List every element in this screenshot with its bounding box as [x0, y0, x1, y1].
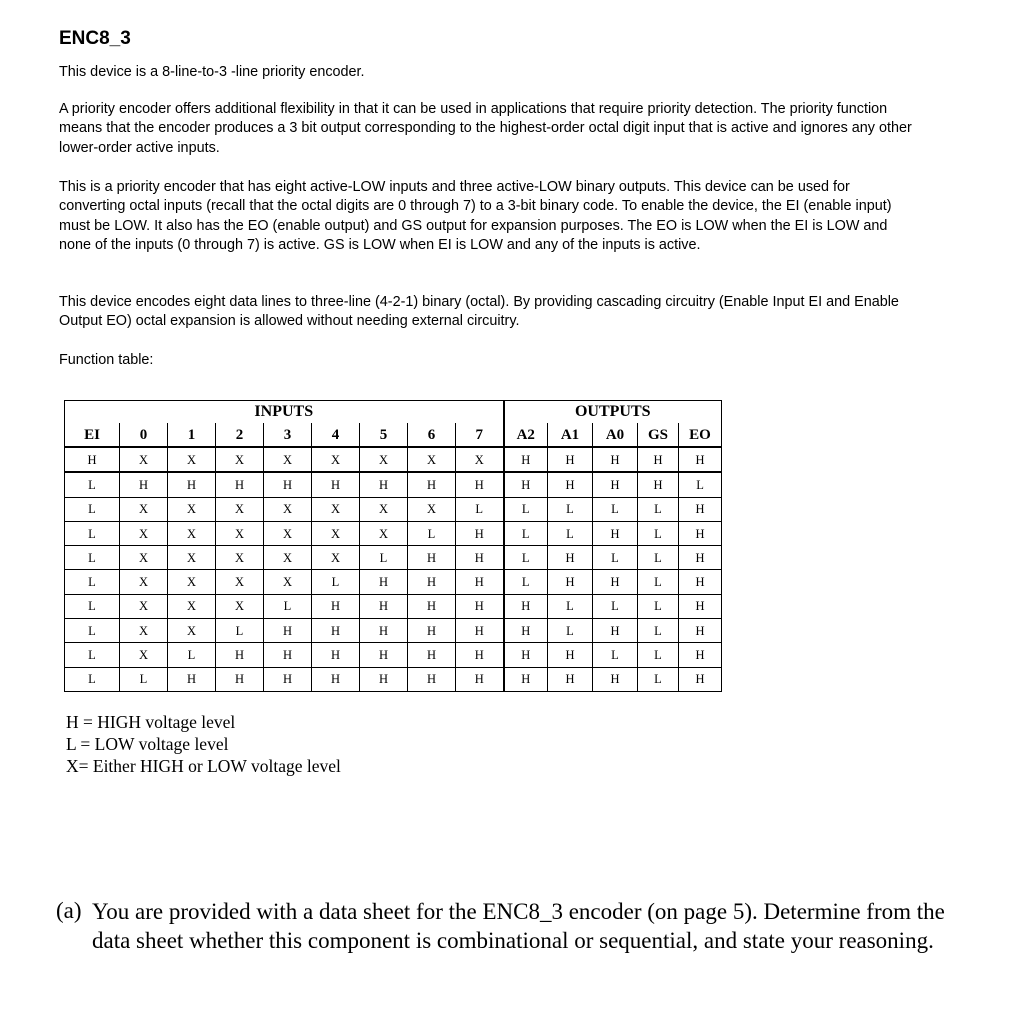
function-table-body [65, 447, 722, 691]
table-cell: H [593, 521, 638, 545]
table-cell: X [216, 546, 264, 570]
table-cell: L [65, 643, 120, 667]
outputs-group-header: OUTPUTS [504, 401, 722, 424]
table-cell: H [679, 667, 722, 691]
table-cell: X [312, 546, 360, 570]
table-cell: X [264, 570, 312, 594]
table-cell: X [408, 497, 456, 521]
column-header: 5 [360, 423, 408, 447]
table-cell: X [264, 546, 312, 570]
table-cell: H [679, 594, 722, 618]
table-cell: H [504, 619, 548, 643]
table-cell: L [65, 521, 120, 545]
table-cell: L [638, 667, 679, 691]
table-row [65, 521, 722, 545]
table-cell: X [120, 570, 168, 594]
intro-paragraph: This device is a 8-line-to-3 -line priority encoder. [59, 64, 365, 80]
table-cell: H [408, 643, 456, 667]
table-cell: H [216, 667, 264, 691]
table-row [65, 447, 722, 472]
table-cell: H [456, 521, 504, 545]
table-cell: H [216, 643, 264, 667]
table-cell: X [120, 643, 168, 667]
table-cell: L [120, 667, 168, 691]
table-cell: H [548, 472, 593, 497]
table-cell: X [312, 497, 360, 521]
table-cell: H [679, 497, 722, 521]
table-row [65, 497, 722, 521]
table-cell: H [408, 619, 456, 643]
table-cell: X [360, 497, 408, 521]
table-cell: H [360, 594, 408, 618]
question-label: (a) [56, 898, 82, 923]
table-cell: L [593, 497, 638, 521]
table-cell: H [679, 546, 722, 570]
legend-low: L = LOW voltage level [66, 734, 229, 754]
table-cell: L [408, 521, 456, 545]
table-cell: H [408, 570, 456, 594]
table-row [65, 667, 722, 691]
table-cell: L [216, 619, 264, 643]
table-cell: H [360, 570, 408, 594]
table-cell: X [168, 521, 216, 545]
column-header: 2 [216, 423, 264, 447]
column-header: 3 [264, 423, 312, 447]
description-paragraph: This is a priority encoder that has eight active-LOW inputs and three active-LOW binary outputs. This device can be used for converting octal inputs (recall that the octal digits are 0 through 7) to a 3-bit binary code. To enable the device, the EI (enable input) must be LOW. It also has the EO (enable output) and GS output for expansion purposes. The EO is LOW when the EI is LOW and none of the inputs (0 through 7) is active. GS is LOW when EI is LOW and any of the inputs is active. [59, 179, 892, 254]
column-header: EO [679, 423, 722, 447]
column-header: GS [638, 423, 679, 447]
function-table [64, 400, 722, 692]
table-cell: H [548, 667, 593, 691]
table-cell: X [168, 546, 216, 570]
priority-paragraph: A priority encoder offers additional flexibility in that it can be used in applications that require priority detection. The priority function means that the encoder produces a 3 bit output corresponding to the highest-order octal digit input that is active and ignores any other lower-order active inputs. [59, 101, 912, 156]
table-cell: H [360, 643, 408, 667]
inputs-group-header: INPUTS [65, 401, 504, 424]
table-cell: X [120, 546, 168, 570]
table-cell: L [679, 472, 722, 497]
table-cell: H [408, 594, 456, 618]
question-text: You are provided with a data sheet for the ENC8_3 encoder (on page 5). Determine from the data sheet whether this component is combinational or sequential, and state your reasoning. [92, 899, 945, 953]
legend-either: X= Either HIGH or LOW voltage level [66, 756, 341, 776]
table-cell: L [168, 643, 216, 667]
table-cell: H [120, 472, 168, 497]
table-cell: X [408, 447, 456, 472]
table-cell: H [548, 570, 593, 594]
table-cell: H [360, 472, 408, 497]
table-cell: X [168, 570, 216, 594]
table-cell: H [593, 667, 638, 691]
table-cell: H [593, 472, 638, 497]
table-cell: H [264, 643, 312, 667]
table-cell: H [360, 619, 408, 643]
table-cell: H [504, 667, 548, 691]
table-cell: H [456, 472, 504, 497]
table-cell: X [120, 447, 168, 472]
table-cell: H [360, 667, 408, 691]
table-cell: X [360, 521, 408, 545]
table-row [65, 472, 722, 497]
table-cell: H [504, 472, 548, 497]
table-cell: L [65, 546, 120, 570]
table-cell: X [168, 594, 216, 618]
table-cell: L [65, 570, 120, 594]
column-header: A1 [548, 423, 593, 447]
table-cell: H [65, 447, 120, 472]
table-cell: L [65, 594, 120, 618]
table-cell: L [638, 546, 679, 570]
table-cell: H [679, 643, 722, 667]
table-cell: L [65, 497, 120, 521]
table-cell: H [638, 472, 679, 497]
table-cell: H [548, 447, 593, 472]
table-cell: L [312, 570, 360, 594]
table-cell: H [408, 667, 456, 691]
table-cell: L [504, 497, 548, 521]
table-cell: L [548, 521, 593, 545]
table-cell: H [593, 570, 638, 594]
table-cell: H [264, 619, 312, 643]
column-header: 1 [168, 423, 216, 447]
table-cell: X [120, 521, 168, 545]
table-cell: X [264, 521, 312, 545]
table-cell: H [504, 594, 548, 618]
table-cell: X [360, 447, 408, 472]
table-row [65, 570, 722, 594]
table-cell: L [593, 546, 638, 570]
table-cell: H [456, 594, 504, 618]
table-cell: H [264, 472, 312, 497]
table-cell: X [168, 447, 216, 472]
table-cell: X [312, 447, 360, 472]
table-cell: H [504, 447, 548, 472]
table-cell: L [548, 594, 593, 618]
table-cell: H [548, 546, 593, 570]
table-cell: H [216, 472, 264, 497]
table-cell: H [168, 667, 216, 691]
table-cell: H [264, 667, 312, 691]
table-cell: X [216, 594, 264, 618]
table-cell: H [312, 619, 360, 643]
table-cell: H [456, 570, 504, 594]
column-header: A2 [504, 423, 548, 447]
table-cell: H [312, 667, 360, 691]
table-cell: H [408, 546, 456, 570]
table-cell: X [120, 619, 168, 643]
table-cell: H [593, 447, 638, 472]
column-header: 6 [408, 423, 456, 447]
table-cell: L [638, 594, 679, 618]
table-cell: X [216, 570, 264, 594]
table-cell: L [638, 570, 679, 594]
table-cell: L [456, 497, 504, 521]
page-title: ENC8_3 [59, 28, 131, 49]
column-header: 0 [120, 423, 168, 447]
table-cell: L [548, 497, 593, 521]
table-cell: X [312, 521, 360, 545]
table-cell: H [312, 643, 360, 667]
table-cell: X [120, 594, 168, 618]
table-cell: L [638, 497, 679, 521]
table-cell: L [264, 594, 312, 618]
table-cell: X [264, 447, 312, 472]
table-cell: L [593, 643, 638, 667]
table-cell: L [65, 619, 120, 643]
table-cell: L [65, 472, 120, 497]
table-cell: X [216, 521, 264, 545]
table-row [65, 619, 722, 643]
table-cell: H [168, 472, 216, 497]
table-cell: X [120, 497, 168, 521]
table-cell: H [504, 643, 548, 667]
function-table-label: Function table: [59, 352, 154, 368]
legend [66, 711, 341, 777]
legend-high: H = HIGH voltage level [66, 712, 236, 732]
table-row [65, 546, 722, 570]
column-header: A0 [593, 423, 638, 447]
table-cell: X [168, 497, 216, 521]
table-cell: H [456, 643, 504, 667]
table-cell: X [264, 497, 312, 521]
column-header: 7 [456, 423, 504, 447]
table-cell: L [504, 546, 548, 570]
table-cell: H [679, 619, 722, 643]
table-cell: X [456, 447, 504, 472]
cascade-paragraph: This device encodes eight data lines to three-line (4-2-1) binary (octal). By providing cascading circuitry (Enable Input EI and Enable Output EO) octal expansion is allowed without needing external circuitry. [59, 294, 899, 330]
table-cell: X [216, 447, 264, 472]
table-cell: H [456, 667, 504, 691]
table-cell: L [593, 594, 638, 618]
table-cell: L [638, 643, 679, 667]
table-cell: L [504, 521, 548, 545]
table-cell: X [216, 497, 264, 521]
table-row [65, 594, 722, 618]
column-header: 4 [312, 423, 360, 447]
table-cell: H [679, 521, 722, 545]
table-cell: H [456, 546, 504, 570]
table-cell: H [638, 447, 679, 472]
table-cell: L [65, 667, 120, 691]
table-cell: X [168, 619, 216, 643]
table-cell: H [593, 619, 638, 643]
table-cell: L [638, 619, 679, 643]
table-cell: H [312, 594, 360, 618]
table-cell: L [504, 570, 548, 594]
table-cell: H [312, 472, 360, 497]
table-cell: L [638, 521, 679, 545]
table-cell: H [408, 472, 456, 497]
table-cell: L [548, 619, 593, 643]
table-cell: H [679, 447, 722, 472]
table-cell: H [456, 619, 504, 643]
column-header: EI [65, 423, 120, 447]
table-cell: H [679, 570, 722, 594]
table-cell: L [360, 546, 408, 570]
table-row [65, 643, 722, 667]
table-cell: H [548, 643, 593, 667]
column-header-row [65, 423, 722, 447]
